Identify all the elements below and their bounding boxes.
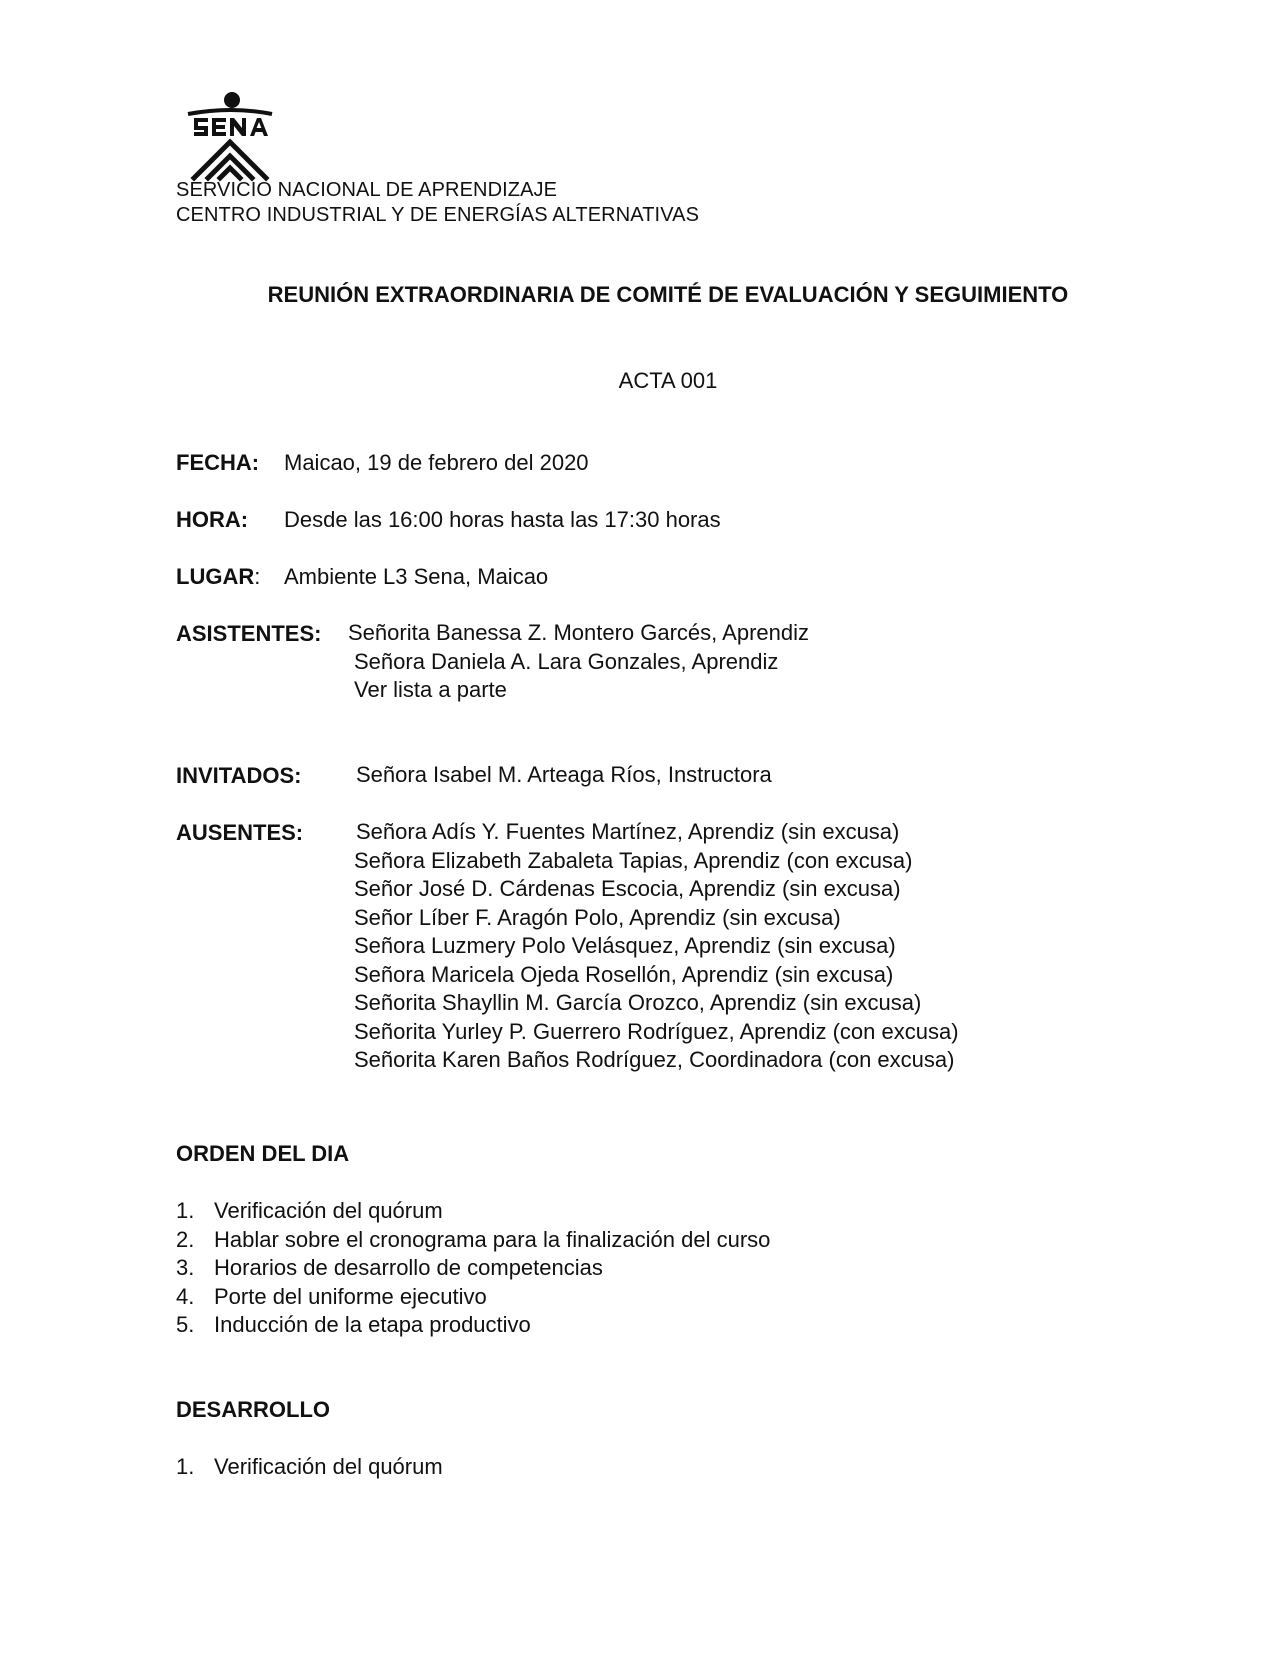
ausentes-field <box>176 820 303 846</box>
ausente-item: Señor Líber F. Aragón Polo, Aprendiz (sin excusa) <box>354 904 841 930</box>
lugar-field <box>176 564 549 590</box>
lugar-value: Ambiente L3 Sena, Maicao <box>284 564 549 589</box>
asistente-item: Ver lista a parte <box>354 677 507 702</box>
orden-del-dia-heading: ORDEN DEL DIA <box>176 1141 350 1166</box>
hora-label: HORA: <box>176 507 249 532</box>
list-item-text: Hablar sobre el cronograma para la finalización del curso <box>214 1226 771 1252</box>
list-item-text: Verificación del quórum <box>214 1454 443 1479</box>
ausente-item: Señorita Shayllin M. García Orozco, Aprendiz (sin excusa) <box>354 990 922 1015</box>
list-item-number: 1. <box>176 1198 195 1223</box>
invitados-field <box>176 763 301 789</box>
ausente-item: Señorita Karen Baños Rodríguez, Coordinadora (con excusa) <box>354 1047 955 1072</box>
invitado-item: Señora Isabel M. Arteaga Ríos, Instructora <box>356 762 772 787</box>
acta-number: ACTA 001 <box>618 368 718 393</box>
ausente-item: Señora Elizabeth Zabaleta Tapias, Aprendiz (con excusa) <box>354 847 913 873</box>
list-item-number: 4. <box>176 1283 195 1309</box>
center-name: CENTRO INDUSTRIAL Y DE ENERGÍAS ALTERNATIVAS <box>176 204 700 226</box>
institution-name: SERVICIO NACIONAL DE APRENDIZAJE <box>176 179 558 201</box>
list-item-number: 5. <box>176 1312 195 1337</box>
fecha-field <box>176 450 589 476</box>
invitados-label: INVITADOS: <box>176 763 302 788</box>
ausente-item: Señora Maricela Ojeda Rosellón, Aprendiz (sin excusa) <box>354 961 894 987</box>
asistentes-list <box>348 619 809 705</box>
sena-logo-icon <box>186 92 274 182</box>
asistente-item: Señora Daniela A. Lara Gonzales, Aprendiz <box>354 648 779 674</box>
invitados-list <box>356 761 772 790</box>
ausentes-label: AUSENTES: <box>176 820 304 845</box>
list-item-number: 3. <box>176 1255 195 1280</box>
hora-field <box>176 507 721 533</box>
list-item-text: Horarios de desarrollo de competencias <box>214 1255 603 1280</box>
desarrollo-heading: DESARROLLO <box>176 1397 330 1422</box>
document-title: REUNIÓN EXTRAORDINARIA DE COMITÉ DE EVALUACIÓN Y SEGUIMIENTO <box>267 282 1069 307</box>
list-item-text: Inducción de la etapa productivo <box>214 1312 531 1337</box>
ausentes-list <box>354 818 959 1075</box>
lugar-colon: : <box>254 564 261 589</box>
institution-header <box>176 178 699 228</box>
asistente-item: Señorita Banessa Z. Montero Garcés, Aprendiz <box>348 620 810 645</box>
fecha-value: Maicao, 19 de febrero del 2020 <box>284 450 589 475</box>
ausente-item: Señor José D. Cárdenas Escocia, Aprendiz (sin excusa) <box>354 876 901 901</box>
list-item-text: Verificación del quórum <box>214 1198 443 1223</box>
ausente-item: Señora Adís Y. Fuentes Martínez, Aprendiz (sin excusa) <box>356 819 900 844</box>
list-item-text: Porte del uniforme ejecutivo <box>214 1283 487 1309</box>
hora-value: Desde las 16:00 horas hasta las 17:30 horas <box>284 507 721 532</box>
ausente-item: Señora Luzmery Polo Velásquez, Aprendiz (sin excusa) <box>354 933 896 958</box>
list-item-number: 2. <box>176 1226 195 1252</box>
fecha-label: FECHA: <box>176 450 260 475</box>
asistentes-label: ASISTENTES: <box>176 621 322 646</box>
list-item-number: 1. <box>176 1454 195 1479</box>
asistentes-field <box>176 621 321 647</box>
ausente-item: Señorita Yurley P. Guerrero Rodríguez, Aprendiz (con excusa) <box>354 1018 959 1044</box>
lugar-label: LUGAR <box>176 564 255 589</box>
